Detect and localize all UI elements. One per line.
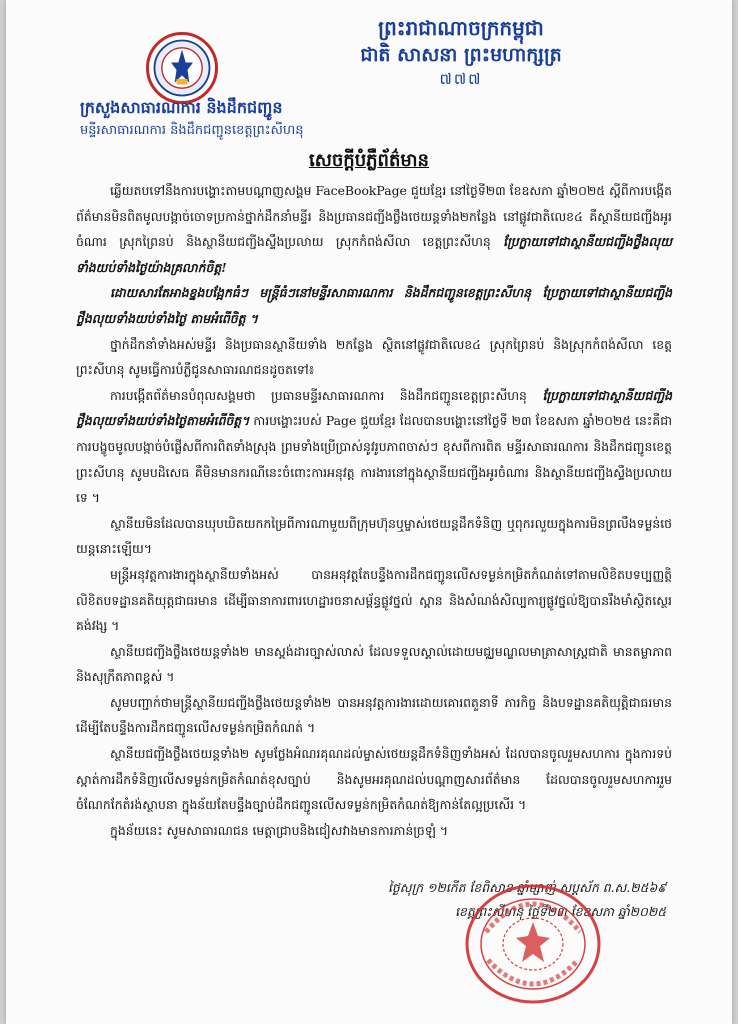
paragraph-text: ការបង្កើតព័ត៌មានបំពុលសង្គមថា ប្រធានមន្ទីរសាធារណការ និងដឹកជញ្ជូនខេត្តព្រះសីហនុ [110, 387, 543, 403]
solar-date-line: ខេត្តព្រះសីហនុ ថ្ងៃទី២៣ ខែឧសភា ឆ្នាំ២០២៥ [455, 904, 666, 919]
paragraph-text: ឆ្លើយតបទៅនឹងការបង្ហោះតាមបណ្តាញសង្គម FaceBookPage ជួយខ្មែរ នៅថ្ងៃទី២៣ ខែឧសភា ឆ្នាំ២០២៥ ស្តីពីការបង្កើតព័ត៌មានមិនពិតមូលបង្កាច់ចោទប្រកាន់ថ្នាក់ដឹកនាំមន្ទីរ និងប្រធានជញ្ជីងថ្លឹងថេយន្តទាំង២កន្លែង នៅផ្លូវជាតិលេខ៤ គឺស្ថានីយជញ្ជីងអូរចំណារ ស្រុកព្រៃនប់ និងស្ថានីយជញ្ជីងស្ទឹងប្រលាយ ស្រុកកំពង់សីលា ខេត្តព្រះសីហនុ [76, 183, 672, 250]
document-page [6, 0, 732, 1024]
national-motto: ជាតិ សាសនា ព្រះមហាក្សត្រ [360, 44, 562, 66]
emphasized-text: ដោយសារតែអាងខ្នងបង្អែកធំៗ មន្ត្រីធំៗនៅមន្ទីរសាធារណការ និងដឹកជញ្ជូនខេត្តព្រះសីហនុ ប្រែក្លាយទៅជាស្ថានីយជញ្ជីងថ្លឹងលុយទាំងយប់ទាំងថ្ងៃ តាមអំពើចិត្ត ។ [76, 285, 672, 326]
lunar-date-line: ថ្ងៃសុក្រ ១២កើត ខែពិសាខ ឆ្នាំម្សាញ់ សប្តស័ក ព.ស.២៥៦៩ [388, 880, 666, 895]
ministry-header [80, 96, 304, 142]
body-paragraph [76, 511, 672, 562]
paragraph-text: ស្ថានីយមិនដែលបានឃុបឃិតយកកម្រៃពីការណាមួយពីក្រុមហ៊ុនឬម្ចាស់ថេយន្តដឹកទំនិញ ឬពុករលួយក្នុងការមិនព្រលឹងទម្ងន់ថេយន្តនោះឡើយ។ [76, 515, 672, 557]
kingdom-name: ព្រះរាជាណាចក្រកម្ពុជា [378, 16, 544, 40]
body-paragraph [76, 332, 672, 383]
body-paragraph [76, 818, 672, 844]
emphasized-text: ប្រែក្លាយទៅជាស្ថានីយជញ្ជីងថ្លឹងលុយ ទាំងយប់ទាំងថ្ងៃយ៉ាងគ្រលាក់ចិត្ត! [76, 234, 672, 275]
body-paragraph [76, 178, 672, 280]
body-paragraph [76, 639, 672, 690]
department-name: មន្ទីរសាធារណការ និងដឹកជញ្ជូនខេត្តព្រះសីហនុ [80, 123, 304, 138]
body-paragraph [76, 741, 672, 818]
paragraph-text: ថ្នាក់ដឹកនាំទាំងអស់មន្ទីរ និងប្រធានស្ថានីយទាំង ២កន្លែង ស្ថិតនៅផ្លូវជាតិលេខ៤ ស្រុកព្រៃនប់ និងស្រុកកំពង់សីលា ខេត្តព្រះសីហនុ សូមធ្វើការបំភ្លឺជូនសាធារណជនដូចតទៅ៖ [76, 336, 672, 378]
paragraph-text: សូមបញ្ជាក់ថាមន្ត្រីស្ថានីយជញ្ជីងថ្លឹងថេយន្តទាំង២ បានអនុវត្តការងារដោយគោរពតួនាទី ភារកិច្ច និងបទដ្ឋានគតិយុត្តិជាធរមាន ដើម្បីតែបន្ទឹងការដឹកជញ្ជូនលើសទម្ងន់កម្រិតកំណត់ ។ [76, 694, 672, 736]
official-seal [462, 880, 604, 1008]
emphasized-text: ប្រែក្លាយទៅជាស្ថានីយជញ្ជីងថ្លឹងលុយទាំងយប់ទាំងថ្ងៃតាមអំពើចិត្ត។ [76, 387, 672, 429]
paragraph-text: ក្នុងន័យនេះ សូមសាធារណជន មេត្តាជ្រាបនិងជៀសវាងមានការភាន់ច្រឡំ ។ [110, 822, 449, 838]
kingdom-header [311, 14, 611, 90]
body-paragraph [76, 383, 672, 511]
document-body [76, 178, 672, 843]
ministry-logo [146, 32, 218, 104]
ministry-name: ក្រសួងសាធារណការ និងដឹកជញ្ជូន [80, 98, 283, 117]
document-title: សេចក្តីបំភ្លឺព័ត៌មាន [309, 150, 429, 171]
body-paragraph [76, 280, 672, 331]
paragraph-text: ស្ថានីយជញ្ជីងថ្លឹងថេយន្តទាំង២ សូមថ្លែងអំណរគុណដល់ម្ចាស់ថេយន្តដឹកទំនិញទាំងអស់ ដែលបានចូលរួមសហការ ក្នុងការទប់ស្កាត់ការដឹកទំនិញលើសទម្ងន់កម្រិតកំណត់ខុសច្បាប់ និងសូមអរគុណដល់បណ្តាញសារព័ត៌មាន ដែលបានចូលរួមសហការរួមចំណែកកែតំរង់ស្ថាបនា ក្នុងន័យតែបន្ទឹងច្បាប់ដឹកជញ្ជូនលើសទម្ងន់កម្រិតកំណត់ឱ្យកាន់តែល្អប្រសើរ ។ [76, 746, 672, 813]
body-paragraph [76, 690, 672, 741]
paragraph-text: ស្ថានីយជញ្ជីងថ្លឹងថេយន្តទាំង២ មានស្តង់ដារច្បាស់លាស់ ដែលទទួលស្គាល់ដោយមជ្ឈមណ្ឌលមាត្រាសាស្ត្រជាតិ មានតម្លាភាព និងសុក្រឹតភាពខ្ពស់ ។ [76, 643, 672, 685]
paragraph-text: ការបង្ហោះរបស់ Page ជួយខ្មែរ ដែលបានបង្ហោះនៅថ្ងៃទី ២៣ ខែឧសភា ឆ្នាំ២០២៥ នេះគឺជាការបង្ខូចមូលបង្កាច់បំផ្លើសពីការពិតទាំងស្រុង ព្រមទាំងប្រើប្រាស់នូវរូបភាពចាស់ៗ ខុសពីការពិត មន្ទីរសាធារណការ និងដឹកជញ្ជូនខេត្តព្រះសីហនុ សូមបដិសេធ គឺមិនមានករណីនេះចំពោះការអនុវត្ត ការងារនៅក្នុងស្ថានីយជញ្ជីងអូរចំណារ និងស្ថានីយជញ្ជីងស្ទឹងប្រលាយទេ ។ [76, 413, 672, 506]
paragraph-text: មន្ត្រីអនុវត្តការងារក្នុងស្ថានីយទាំងអស់ បានអនុវត្តតែបន្ទឹងការដឹកជញ្ជូនលើសទម្ងន់កម្រិតកំណត់ទៅតាមលិខិតបទប្បញ្ញត្តិ លិខិតបទដ្ឋានគតិយុត្តជាធរមាន ដើម្បីធានាការពារហេដ្ឋារចនាសម្ព័ន្ធផ្លូវថ្នល់ ស្ពាន និងសំណង់សិល្បការ្យផ្លូវថ្នល់ឱ្យបានរឹងមាំស្ថិតស្ថេរគង់វង្ស ។ [76, 566, 672, 634]
body-paragraph [76, 562, 672, 639]
header-ornament: ៧៧៧ [439, 70, 483, 88]
